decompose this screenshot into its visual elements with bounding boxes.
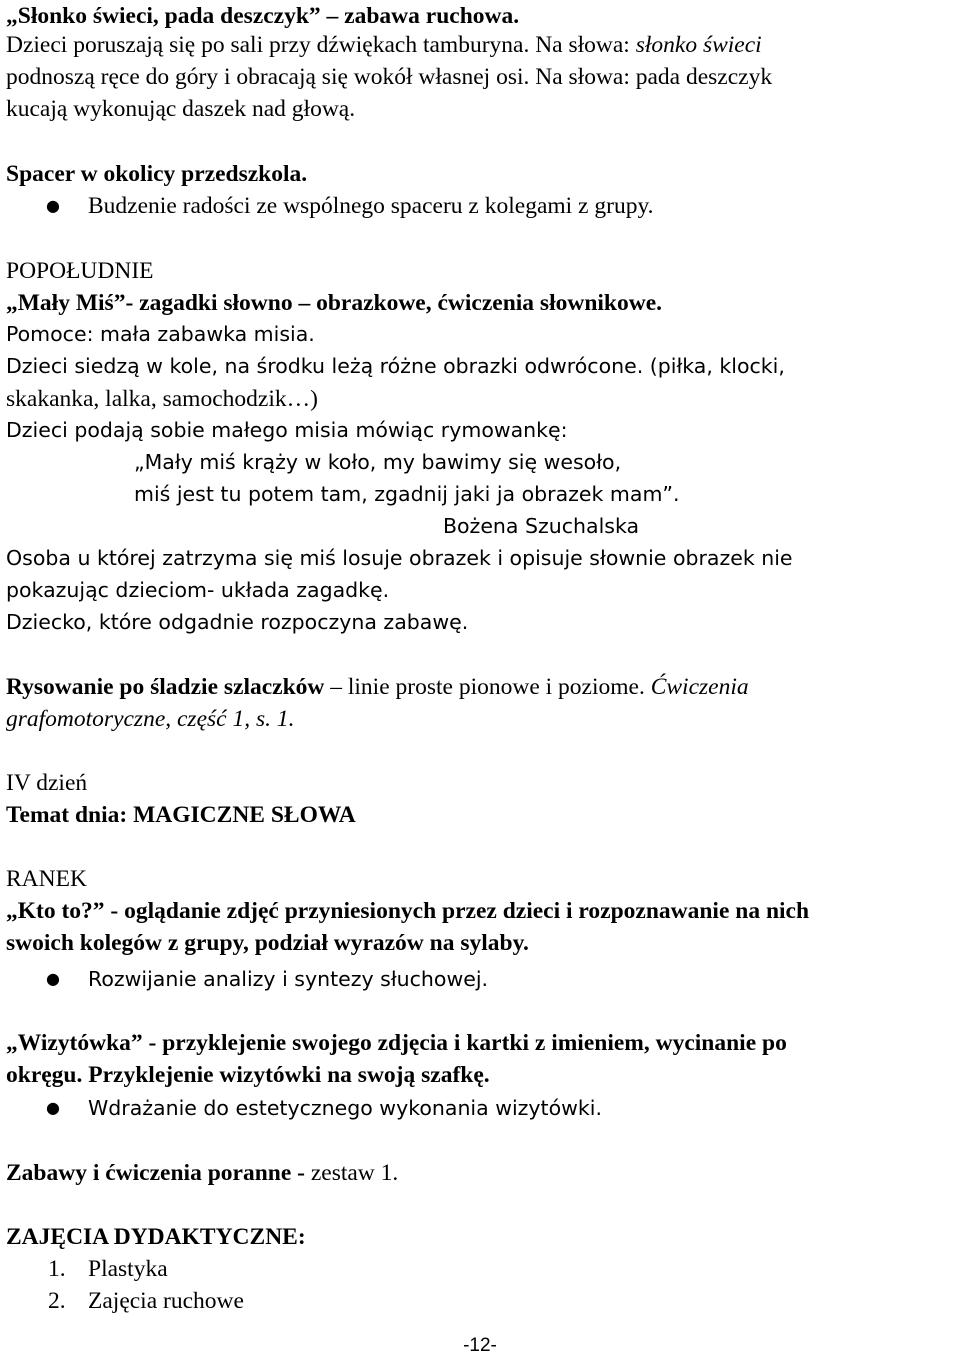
paragraph-line: Dzieci siedzą w kole, na środku leżą różne obrazki odwrócone. (piłka, klocki,	[6, 354, 785, 378]
rhyme-line: miś jest tu potem tam, zgadnij jaki ja obrazek mam”.	[134, 482, 680, 506]
list-item: Zajęcia ruchowe	[88, 1288, 244, 1314]
section-title: okręgu. Przyklejenie wizytówki na swoją szafkę.	[6, 1062, 490, 1088]
paragraph-line: Rysowanie po śladzie szlaczków – linie proste pionowe i poziome. Ćwiczenia	[6, 674, 749, 700]
section-title: ZAJĘCIA DYDAKTYCZNE:	[6, 1224, 306, 1250]
section-heading: RANEK	[6, 866, 87, 892]
page-number: -12-	[463, 1335, 497, 1356]
section-title: „Kto to?” - oglądanie zdjęć przyniesionych przez dzieci i rozpoznawanie na nich	[6, 898, 810, 924]
section-title: swoich kolegów z grupy, podział wyrazów na sylaby.	[6, 930, 529, 956]
bullet-text: Budzenie radości ze wspólnego spaceru z kolegami z grupy.	[88, 193, 654, 219]
paragraph-line: grafomotoryczne, część 1, s. 1.	[6, 706, 295, 732]
bullet-icon: ●	[46, 1098, 60, 1117]
paragraph-line: pokazując dzieciom- układa zagadkę.	[6, 578, 390, 602]
bullet-text: Rozwijanie analizy i syntezy słuchowej.	[88, 967, 489, 991]
bullet-icon: ●	[46, 969, 60, 988]
rhyme-line: „Mały miś krąży w koło, my bawimy się wesoło,	[134, 450, 622, 474]
paragraph-line: Pomoce: mała zabawka misia.	[6, 322, 315, 346]
list-item: Plastyka	[88, 1256, 168, 1282]
list-number: 2.	[48, 1288, 66, 1314]
section-title: Spacer w okolicy przedszkola.	[6, 161, 308, 187]
paragraph-line: Dzieci podają sobie małego misia mówiąc rymowankę:	[6, 418, 568, 442]
day-heading: IV dzień	[6, 770, 88, 796]
paragraph-line: kucają wykonując daszek nad głową.	[6, 96, 356, 122]
list-number: 1.	[48, 1256, 66, 1282]
section-title: „Słonko świeci, pada deszczyk” – zabawa ruchowa.	[6, 3, 520, 29]
paragraph-line: Zabawy i ćwiczenia poranne - zestaw 1.	[6, 1160, 399, 1186]
rhyme-author: Bożena Szuchalska	[442, 514, 640, 538]
section-heading: POPOŁUDNIE	[6, 258, 154, 284]
paragraph-line: podnoszą ręce do góry i obracają się wokół własnej osi. Na słowa: pada deszczyk	[6, 64, 773, 90]
paragraph-line: Dziecko, które odgadnie rozpoczyna zabawę.	[6, 610, 469, 634]
paragraph-line: skakanka, lalka, samochodzik…)	[6, 386, 318, 412]
bullet-icon: ●	[46, 196, 60, 215]
theme-heading: Temat dnia: MAGICZNE SŁOWA	[6, 802, 356, 828]
bullet-text: Wdrażanie do estetycznego wykonania wizytówki.	[88, 1096, 602, 1120]
section-title: „Mały Miś”- zagadki słowno – obrazkowe, ćwiczenia słownikowe.	[6, 290, 663, 316]
paragraph-line: Osoba u której zatrzyma się miś losuje obrazek i opisuje słownie obrazek nie	[6, 546, 793, 570]
section-title: „Wizytówka” - przyklejenie swojego zdjęcia i kartki z imieniem, wycinanie po	[6, 1030, 787, 1056]
paragraph-line: Dzieci poruszają się po sali przy dźwiękach tamburyna. Na słowa: słonko świeci	[6, 32, 762, 58]
